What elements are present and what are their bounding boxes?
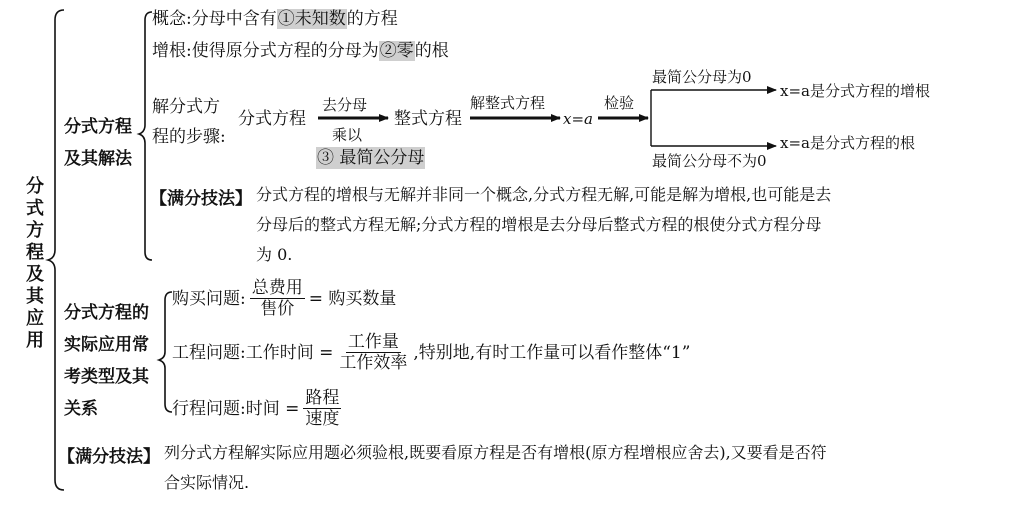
concept-line [152,8,398,30]
step-mid: 整式方程 [394,109,462,129]
section1-title-line1: 分式方程 [64,117,132,137]
section2-title-line3: 考类型及其 [64,367,149,387]
work-line [172,332,690,373]
purchase-suffix: = 购买数量 [308,288,397,309]
branch-bottom-label: 最简公分母不为0 [652,152,767,170]
purchase-denominator: 售价 [260,299,295,319]
steps-label-line1: 解分式方 [152,97,220,117]
blank-1: ①未知数 [277,9,346,29]
extraneous-suffix: 的根 [414,41,449,61]
blank-3: ③ 最简公分母 [317,148,425,168]
branch-top-result: x=a是分式方程的增根 [780,82,930,100]
purchase-prefix: 购买问题: [172,288,246,309]
purchase-numerator: 总费用 [251,278,303,298]
steps-label-line2: 程的步骤: [152,127,226,147]
tip1-line1: 分式方程的增根与无解并非同一个概念,分式方程无解,可能是解为增根,也可能是去 [256,185,832,204]
work-numerator: 工作量 [347,332,399,352]
tip1-line2: 分母后的整式方程无解;分式方程的增根是去分母后整式方程的根使分式方程分母 [256,215,822,234]
tip1-line3: 为 0. [256,245,293,264]
arrow3-top-label: 检验 [604,94,635,112]
section1-brace [139,12,152,260]
tip2-line2: 合实际情况. [164,473,250,492]
blank-2: ②零 [379,41,414,61]
section2-title-line1: 分式方程的 [64,303,149,323]
arrow1-top-label: 去分母 [322,96,368,114]
work-prefix: 工程问题:工作时间 = [172,342,334,363]
section2-title-line2: 实际应用常 [64,335,149,355]
travel-prefix: 行程问题:时间 = [172,398,300,419]
arrow2-top-label: 解整式方程 [470,94,546,112]
step-result: x=a [563,110,593,128]
section2-title-line4: 关系 [64,399,98,419]
tip1-label: 【满分技法】 [150,189,252,209]
concept-suffix: 的方程 [346,9,398,29]
tip2-label: 【满分技法】 [58,447,160,467]
purchase-line [172,278,396,319]
branch-top-label: 最简公分母为0 [652,68,752,86]
concept-prefix: 概念:分母中含有 [152,9,277,29]
work-suffix: ,特别地,有时工作量可以看作整体“1” [413,342,691,363]
work-denominator: 工作效率 [339,353,408,373]
travel-denominator: 速度 [305,409,340,429]
outer-brace [48,10,64,490]
extraneous-prefix: 增根:使得原分式方程的分母为 [152,41,379,61]
arrow1-bottom-label: 乘以 [332,126,363,144]
travel-numerator: 路程 [305,388,340,408]
extraneous-root-line [152,40,449,62]
work-fraction [337,332,409,373]
step-start: 分式方程 [238,109,306,129]
purchase-fraction [250,278,305,319]
section1-title-line2: 及其解法 [64,149,132,169]
tip2-line1: 列分式方程解实际应用题必须验根,既要看原方程是否有增根(原方程增根应舍去),又要看是否符 [164,443,827,462]
travel-line [172,388,341,429]
travel-fraction [303,388,341,429]
branch-bottom-result: x=a是分式方程的根 [780,134,915,152]
section2-brace [159,292,172,412]
root-label: 分式方程及其应用 [26,176,44,351]
